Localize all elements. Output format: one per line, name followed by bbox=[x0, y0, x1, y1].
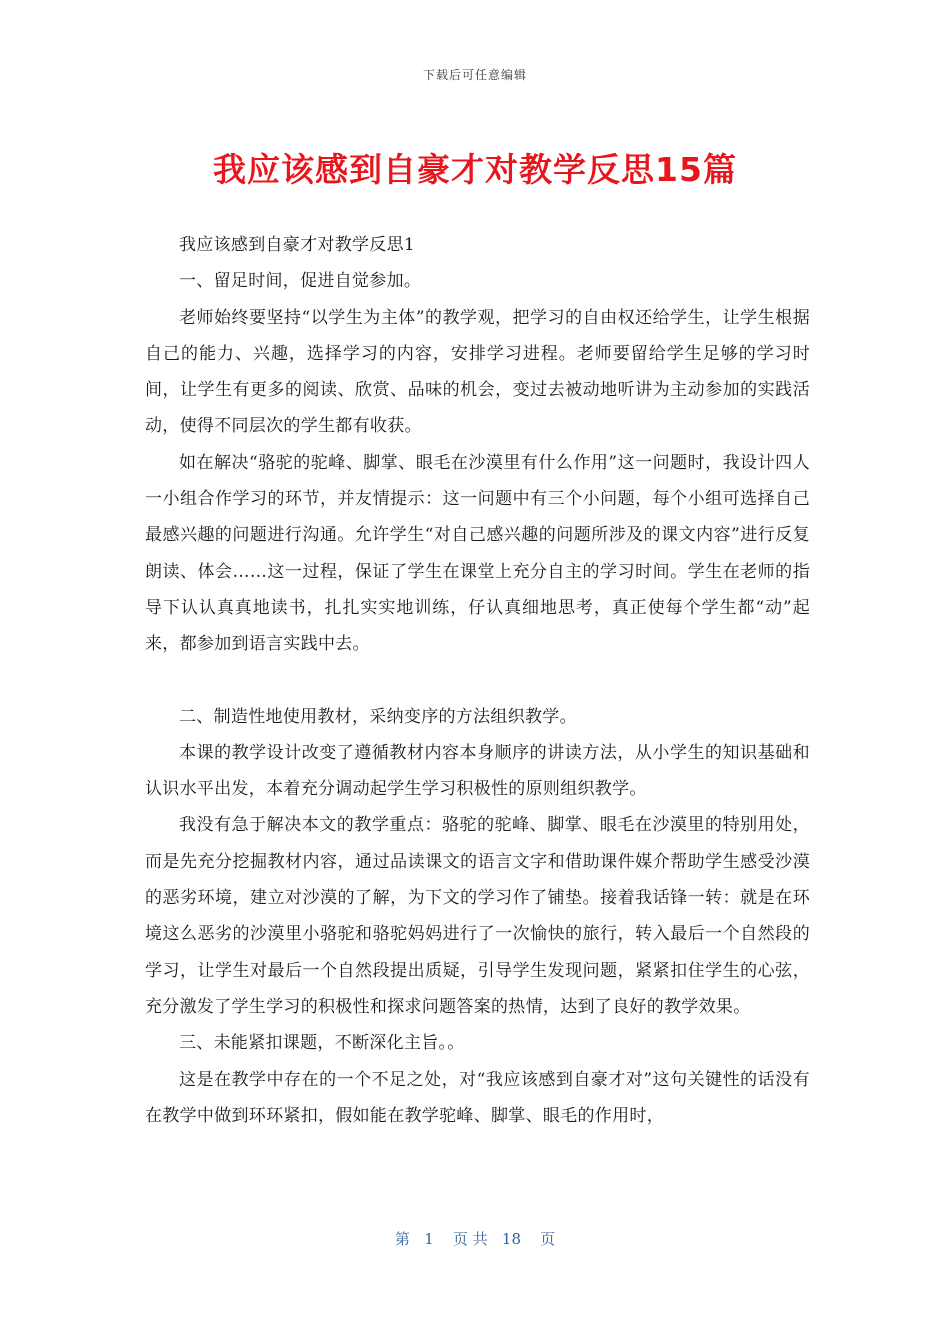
document-title: 我应该感到自豪才对教学反思15篇 bbox=[213, 150, 737, 189]
subheading: 三、未能紧扣课题，不断深化主旨。。 bbox=[179, 1033, 465, 1054]
section-heading: 我应该感到自豪才对教学反思1 bbox=[179, 235, 416, 255]
header-note: 下载后可任意编辑 bbox=[422, 68, 527, 82]
subheading: 一、留足时间，促进自觉参加。 bbox=[179, 271, 422, 292]
page-footer: 第 1 页 共 18 页 bbox=[394, 1230, 556, 1248]
paragraph: 如在解决“骆驼的驼峰、脚掌、眼毛在沙漠里有什么作用”这一问题时，我设计四人一小组合作学习的环节，并友情提示：这一问题中有三个小问题，每个小组可选择自己最感兴趣的问题进行沟通。允许学生“对自己感兴趣的问题所涉及的课文内容”进行反复朗读、体会……这一过程，保证了学生在课堂上充分自主的学习时间。学生在老师的指导下认认真真地读书，扎扎实实地训练，仔认真细地思考，真正使每个学生都“动”起来，都参加到语言实践中去。 bbox=[145, 452, 810, 655]
subheading: 二、制造性地使用教材，采纳变序的方法组织教学。 bbox=[179, 706, 577, 727]
paragraph: 本课的教学设计改变了遵循教材内容本身顺序的讲读方法，从小学生的知识基础和认识水平出发，本着充分调动起学生学习积极性的原则组织教学。 bbox=[145, 742, 810, 800]
document-body bbox=[145, 227, 810, 1134]
paragraph: 这是在教学中存在的一个不足之处，对“我应该感到自豪才对”这句关键性的话没有在教学中做到环环紧扣，假如能在教学驼峰、脚掌、眼毛的作用时， bbox=[145, 1069, 810, 1126]
paragraph: 老师始终要坚持“以学生为主体”的教学观，把学习的自由权还给学生，让学生根据自己的能力、兴趣，选择学习的内容，安排学习进程。老师要留给学生足够的学习时间，让学生有更多的阅读、欣赏、品味的机会，变过去被动地听讲为主动参加的实践活动，使得不同层次的学生都有收获。 bbox=[145, 307, 810, 437]
paragraph: 我没有急于解决本文的教学重点：骆驼的驼峰、脚掌、眼毛在沙漠里的特别用处，而是先充分挖掘教材内容，通过品读课文的语言文字和借助课件媒介帮助学生感受沙漠的恶劣环境，建立对沙漠的了解，为下文的学习作了铺垫。接着我话锋一转：就是在环境这么恶劣的沙漠里小骆驼和骆驼妈妈进行了一次愉快的旅行，转入最后一个自然段的学习，让学生对最后一个自然段提出质疑，引导学生发现问题，紧紧扣住学生的心弦，充分激发了学生学习的积极性和探求问题答案的热情，达到了良好的教学效果。 bbox=[145, 815, 810, 1017]
